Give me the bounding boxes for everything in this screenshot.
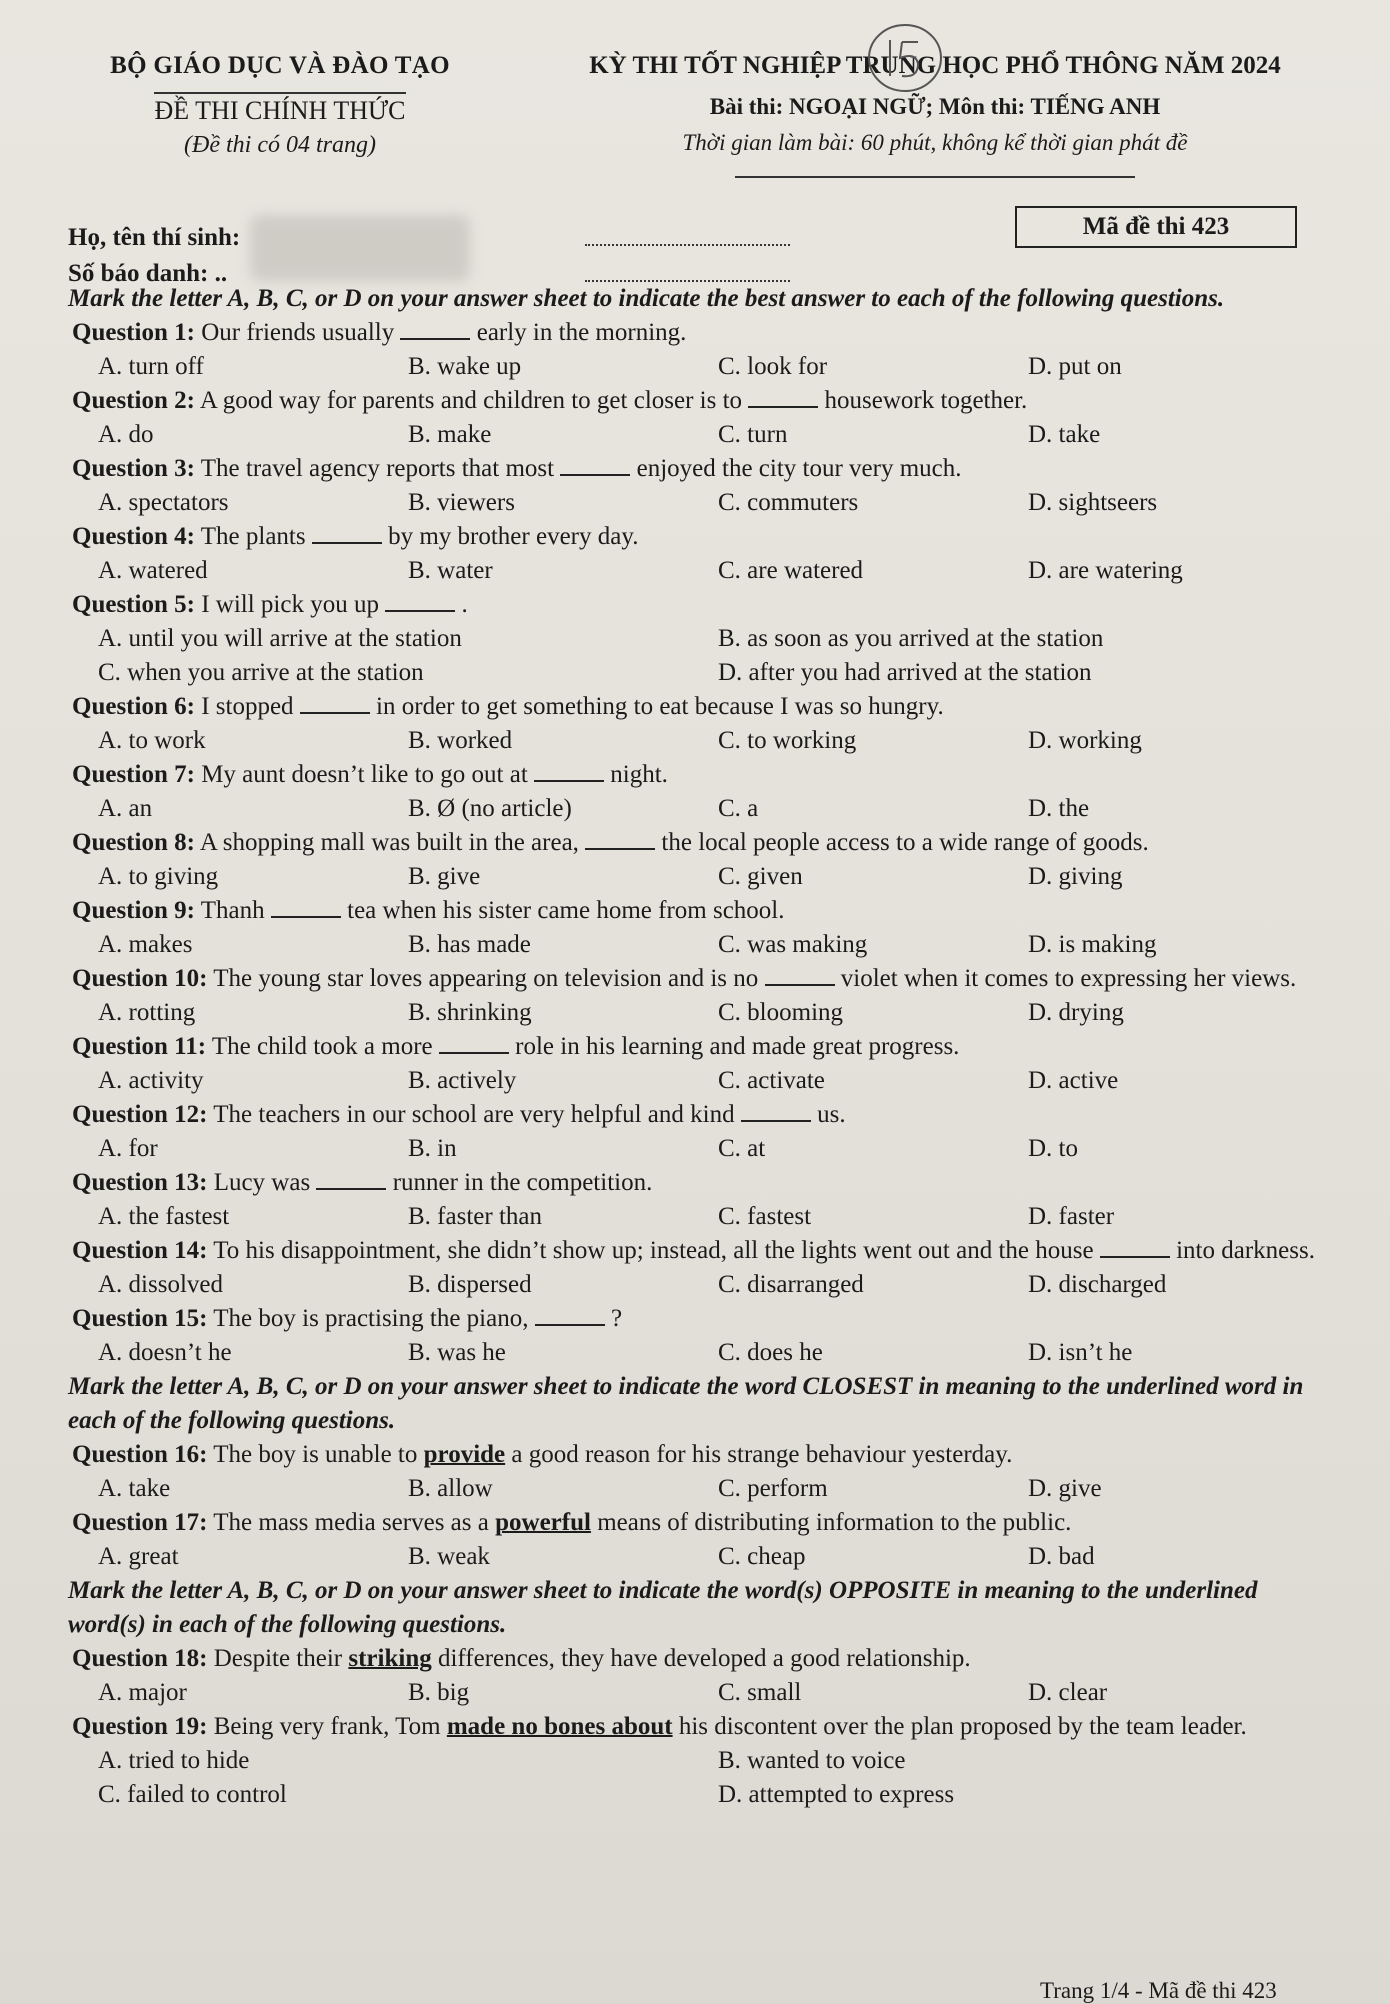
name-dots <box>585 244 790 246</box>
answer-option: B. make <box>408 421 492 448</box>
answer-option: A. great <box>98 1543 179 1570</box>
answer-blank <box>765 964 835 986</box>
question-stem <box>68 316 1338 350</box>
answer-option: B. Ø (no article) <box>408 795 572 822</box>
answer-option: D. the <box>1028 795 1090 822</box>
answer-blank <box>1100 1236 1170 1258</box>
question-number: Question 19: <box>72 1713 208 1740</box>
question-text-pre: I stopped <box>201 693 294 720</box>
answer-option: C. was making <box>718 931 868 958</box>
answer-option: B. shrinking <box>408 999 532 1026</box>
underlined-word: provide <box>423 1441 506 1468</box>
question-text-post: . <box>461 591 468 618</box>
question-text-pre: Our friends usually <box>201 319 395 346</box>
underlined-word: striking <box>348 1645 432 1672</box>
question-text-post: runner in the competition. <box>392 1169 653 1196</box>
exam-subject: Bài thi: NGOẠI NGỮ; Môn thi: TIẾNG ANH <box>709 94 1161 119</box>
options-row <box>68 656 1338 690</box>
question-text-pre: The boy is practising the piano, <box>213 1305 529 1332</box>
question-item <box>68 1506 1338 1574</box>
answer-blank <box>439 1032 509 1054</box>
answer-option: D. after you had arrived at the station <box>718 659 1092 686</box>
answer-blank <box>748 386 818 408</box>
question-item <box>68 1438 1338 1506</box>
question-number: Question 15: <box>72 1305 208 1332</box>
answer-option: C. activate <box>718 1067 825 1094</box>
exam-code-box: Mã đề thi 423 <box>1015 206 1297 248</box>
question-item <box>68 384 1338 452</box>
question-stem <box>68 894 1338 928</box>
page-count: (Đề thi có 04 trang) <box>184 132 376 158</box>
ministry-name: BỘ GIÁO DỤC VÀ ĐÀO TẠO <box>110 52 450 79</box>
answer-option: A. spectators <box>98 489 229 516</box>
options-row <box>68 1676 1338 1710</box>
redacted-area <box>250 215 470 281</box>
question-text-post: in order to get something to eat because I was so hungry. <box>376 693 944 720</box>
candidate-id-label: Số báo danh: .. <box>68 260 228 287</box>
options-row <box>68 928 1338 962</box>
answer-option: B. wake up <box>408 353 522 380</box>
answer-option: D. take <box>1028 421 1101 448</box>
answer-option: A. the fastest <box>98 1203 230 1230</box>
answer-option: A. take <box>98 1475 171 1502</box>
candidate-name-label: Họ, tên thí sinh: <box>68 224 241 251</box>
answer-option: D. is making <box>1028 931 1157 958</box>
question-text-post: us. <box>817 1101 846 1128</box>
answer-option: D. are watering <box>1028 557 1183 584</box>
question-number: Question 7: <box>72 761 195 788</box>
question-item <box>68 758 1338 826</box>
question-stem <box>68 1438 1338 1472</box>
answer-option: A. tried to hide <box>98 1747 250 1774</box>
question-number: Question 14: <box>72 1237 208 1264</box>
exam-time: Thời gian làm bài: 60 phút, không kể thời gian phát đề <box>682 130 1188 155</box>
options-row <box>68 1744 1338 1778</box>
answer-option: A. to giving <box>98 863 219 890</box>
question-item <box>68 1710 1338 1812</box>
answer-option: D. isn’t he <box>1028 1339 1133 1366</box>
question-text-post: the local people access to a wide range of goods. <box>661 829 1149 856</box>
answer-option: C. disarranged <box>718 1271 864 1298</box>
question-text-post: enjoyed the city tour very much. <box>636 455 962 482</box>
underlined-word: powerful <box>495 1509 591 1536</box>
answer-option: C. at <box>718 1135 766 1162</box>
answer-blank <box>560 454 630 476</box>
answer-option: A. watered <box>98 557 208 584</box>
answer-option: C. cheap <box>718 1543 806 1570</box>
question-text-pre: The plants <box>200 523 306 550</box>
answer-option: C. commuters <box>718 489 859 516</box>
options-row <box>68 1472 1338 1506</box>
question-item <box>68 452 1338 520</box>
question-item <box>68 962 1338 1030</box>
question-text-post: a good reason for his strange behaviour yesterday. <box>511 1441 1013 1468</box>
question-text-post: means of distributing information to the public. <box>597 1509 1072 1536</box>
answer-option: B. worked <box>408 727 513 754</box>
options-row <box>68 1132 1338 1166</box>
answer-option: A. to work <box>98 727 206 754</box>
question-stem <box>68 1098 1338 1132</box>
options-row <box>68 1200 1338 1234</box>
answer-option: A. activity <box>98 1067 204 1094</box>
answer-blank <box>741 1100 811 1122</box>
question-text-post: role in his learning and made great progress. <box>515 1033 960 1060</box>
answer-option: C. fastest <box>718 1203 812 1230</box>
answer-option: C. to working <box>718 727 857 754</box>
question-number: Question 13: <box>72 1169 208 1196</box>
questions-content <box>68 282 1338 1812</box>
question-text-post: violet when it comes to expressing her views. <box>840 965 1297 992</box>
answer-option: C. blooming <box>718 999 844 1026</box>
answer-option: A. rotting <box>98 999 196 1026</box>
question-number: Question 5: <box>72 591 195 618</box>
question-text-post: differences, they have developed a good relationship. <box>437 1645 971 1672</box>
handwritten-mark-icon <box>860 18 950 98</box>
question-stem <box>68 1506 1338 1540</box>
question-stem <box>68 1710 1338 1744</box>
exam-title: KỲ THI TỐT NGHIỆP TRUNG HỌC PHỔ THÔNG NĂM 2024 <box>589 52 1281 79</box>
answer-option: A. turn off <box>98 353 204 380</box>
candidate-name-row <box>68 220 240 256</box>
question-list <box>68 316 1338 1370</box>
answer-option: B. allow <box>408 1475 493 1502</box>
question-number: Question 4: <box>72 523 195 550</box>
answer-option: D. put on <box>1028 353 1122 380</box>
answer-option: A. doesn’t he <box>98 1339 232 1366</box>
options-row <box>68 996 1338 1030</box>
question-text-post: his discontent over the plan proposed by the team leader. <box>678 1713 1247 1740</box>
question-text-pre: I will pick you up <box>201 591 379 618</box>
answer-option: B. as soon as you arrived at the station <box>718 625 1104 652</box>
answer-blank <box>385 590 455 612</box>
question-number: Question 2: <box>72 387 195 414</box>
answer-blank <box>271 896 341 918</box>
answer-blank <box>585 828 655 850</box>
options-row <box>68 554 1338 588</box>
answer-option: C. given <box>718 863 803 890</box>
answer-option: A. major <box>98 1679 187 1706</box>
answer-option: D. clear <box>1028 1679 1108 1706</box>
question-text-pre: A shopping mall was built in the area, <box>199 829 579 856</box>
question-item <box>68 690 1338 758</box>
answer-option: C. turn <box>718 421 788 448</box>
question-stem <box>68 588 1338 622</box>
answer-option: D. active <box>1028 1067 1119 1094</box>
answer-blank <box>316 1168 386 1190</box>
question-text-post: housework together. <box>824 387 1028 414</box>
question-text-pre: To his disappointment, she didn’t show up; instead, all the lights went out and the house <box>213 1237 1094 1264</box>
answer-option: A. until you will arrive at the station <box>98 625 462 652</box>
answer-option: D. give <box>1028 1475 1102 1502</box>
answer-option: D. faster <box>1028 1203 1115 1230</box>
answer-option: D. working <box>1028 727 1142 754</box>
question-item <box>68 1642 1338 1710</box>
answer-option: A. for <box>98 1135 158 1162</box>
question-stem <box>68 1030 1338 1064</box>
question-number: Question 17: <box>72 1509 208 1536</box>
answer-blank <box>400 318 470 340</box>
question-item <box>68 894 1338 962</box>
answer-blank <box>300 692 370 714</box>
question-text-pre: The teachers in our school are very helpful and kind <box>213 1101 735 1128</box>
question-stem <box>68 452 1338 486</box>
question-stem <box>68 690 1338 724</box>
options-row <box>68 1268 1338 1302</box>
question-text-pre: Thanh <box>200 897 265 924</box>
official-label: ĐỀ THI CHÍNH THỨC <box>154 92 405 126</box>
answer-option: C. failed to control <box>98 1781 287 1808</box>
options-row <box>68 486 1338 520</box>
answer-option: C. when you arrive at the station <box>98 659 424 686</box>
question-stem <box>68 520 1338 554</box>
question-item <box>68 520 1338 588</box>
question-item <box>68 588 1338 690</box>
closest-question-list <box>68 1438 1338 1574</box>
question-text-pre: The mass media serves as a <box>213 1509 489 1536</box>
answer-option: B. water <box>408 557 493 584</box>
options-row <box>68 860 1338 894</box>
question-stem <box>68 1642 1338 1676</box>
question-number: Question 16: <box>72 1441 208 1468</box>
answer-option: C. look for <box>718 353 828 380</box>
question-stem <box>68 1302 1338 1336</box>
options-row <box>68 724 1338 758</box>
answer-option: C. are watered <box>718 557 864 584</box>
opposite-question-list <box>68 1642 1338 1812</box>
answer-option: A. dissolved <box>98 1271 223 1298</box>
question-text-pre: The travel agency reports that most <box>200 455 555 482</box>
question-number: Question 10: <box>72 965 208 992</box>
options-row <box>68 1336 1338 1370</box>
question-text-post: by my brother every day. <box>388 523 639 550</box>
answer-option: B. dispersed <box>408 1271 532 1298</box>
question-number: Question 3: <box>72 455 195 482</box>
question-text-pre: The young star loves appearing on television and is no <box>213 965 759 992</box>
answer-option: B. give <box>408 863 481 890</box>
options-row <box>68 1064 1338 1098</box>
header-left <box>80 52 480 159</box>
instruction-closest: Mark the letter A, B, C, or D on your answer sheet to indicate the word CLOSEST in meaning to the underlined word in each of the following questions. <box>68 1373 1304 1434</box>
question-number: Question 6: <box>72 693 195 720</box>
answer-blank <box>312 522 382 544</box>
options-row <box>68 350 1338 384</box>
question-text-pre: My aunt doesn’t like to go out at <box>201 761 528 788</box>
answer-option: B. was he <box>408 1339 506 1366</box>
header-rule <box>735 176 1135 178</box>
question-text-post: early in the morning. <box>476 319 687 346</box>
question-item <box>68 316 1338 384</box>
question-stem <box>68 1234 1338 1268</box>
question-stem <box>68 962 1338 996</box>
question-text-pre: Despite their <box>213 1645 343 1672</box>
page-footer: Trang 1/4 - Mã đề thi 423 <box>1040 1978 1277 2003</box>
question-text-post: ? <box>610 1305 623 1332</box>
question-text-pre: The child took a more <box>211 1033 433 1060</box>
answer-option: C. small <box>718 1679 802 1706</box>
answer-option: D. attempted to express <box>718 1781 955 1808</box>
question-stem <box>68 826 1338 860</box>
answer-option: D. giving <box>1028 863 1123 890</box>
question-number: Question 18: <box>72 1645 208 1672</box>
answer-blank <box>535 1304 605 1326</box>
question-item <box>68 1302 1338 1370</box>
answer-option: D. drying <box>1028 999 1124 1026</box>
question-number: Question 8: <box>72 829 195 856</box>
options-row <box>68 1540 1338 1574</box>
question-text-post: into darkness. <box>1176 1237 1315 1264</box>
answer-option: B. weak <box>408 1543 490 1570</box>
answer-option: A. makes <box>98 931 193 958</box>
question-item <box>68 1098 1338 1166</box>
answer-option: D. discharged <box>1028 1271 1167 1298</box>
answer-option: B. viewers <box>408 489 515 516</box>
answer-option: D. sightseers <box>1028 489 1158 516</box>
question-text-pre: Lucy was <box>213 1169 311 1196</box>
answer-option: B. has made <box>408 931 531 958</box>
answer-option: A. do <box>98 421 154 448</box>
question-text-post: tea when his sister came home from school. <box>347 897 785 924</box>
instruction-opposite: Mark the letter A, B, C, or D on your answer sheet to indicate the word(s) OPPOSITE in meaning to the underlined word(s) in each of the following questions. <box>68 1577 1258 1638</box>
answer-option: D. bad <box>1028 1543 1095 1570</box>
question-number: Question 11: <box>72 1033 207 1060</box>
question-number: Question 1: <box>72 319 195 346</box>
answer-option: B. faster than <box>408 1203 542 1230</box>
question-number: Question 12: <box>72 1101 208 1128</box>
answer-option: B. actively <box>408 1067 517 1094</box>
answer-option: C. perform <box>718 1475 828 1502</box>
question-text-post: night. <box>610 761 668 788</box>
question-item <box>68 1166 1338 1234</box>
question-text-pre: Being very frank, Tom <box>213 1713 441 1740</box>
question-stem <box>68 758 1338 792</box>
question-number: Question 9: <box>72 897 195 924</box>
question-item <box>68 826 1338 894</box>
underlined-word: made no bones about <box>446 1713 673 1740</box>
question-text-pre: A good way for parents and children to get closer is to <box>199 387 743 414</box>
answer-option: B. in <box>408 1135 457 1162</box>
options-row <box>68 1778 1338 1812</box>
instruction-best-answer: Mark the letter A, B, C, or D on your answer sheet to indicate the best answer to each of the following questions. <box>68 285 1225 312</box>
answer-option: B. wanted to voice <box>718 1747 906 1774</box>
answer-option: B. big <box>408 1679 470 1706</box>
answer-option: C. a <box>718 795 759 822</box>
question-text-pre: The boy is unable to <box>213 1441 418 1468</box>
question-item <box>68 1030 1338 1098</box>
question-stem <box>68 384 1338 418</box>
options-row <box>68 622 1338 656</box>
answer-option: D. to <box>1028 1135 1078 1162</box>
answer-blank <box>534 760 604 782</box>
answer-option: C. does he <box>718 1339 823 1366</box>
question-stem <box>68 1166 1338 1200</box>
question-item <box>68 1234 1338 1302</box>
options-row <box>68 792 1338 826</box>
options-row <box>68 418 1338 452</box>
answer-option: A. an <box>98 795 153 822</box>
